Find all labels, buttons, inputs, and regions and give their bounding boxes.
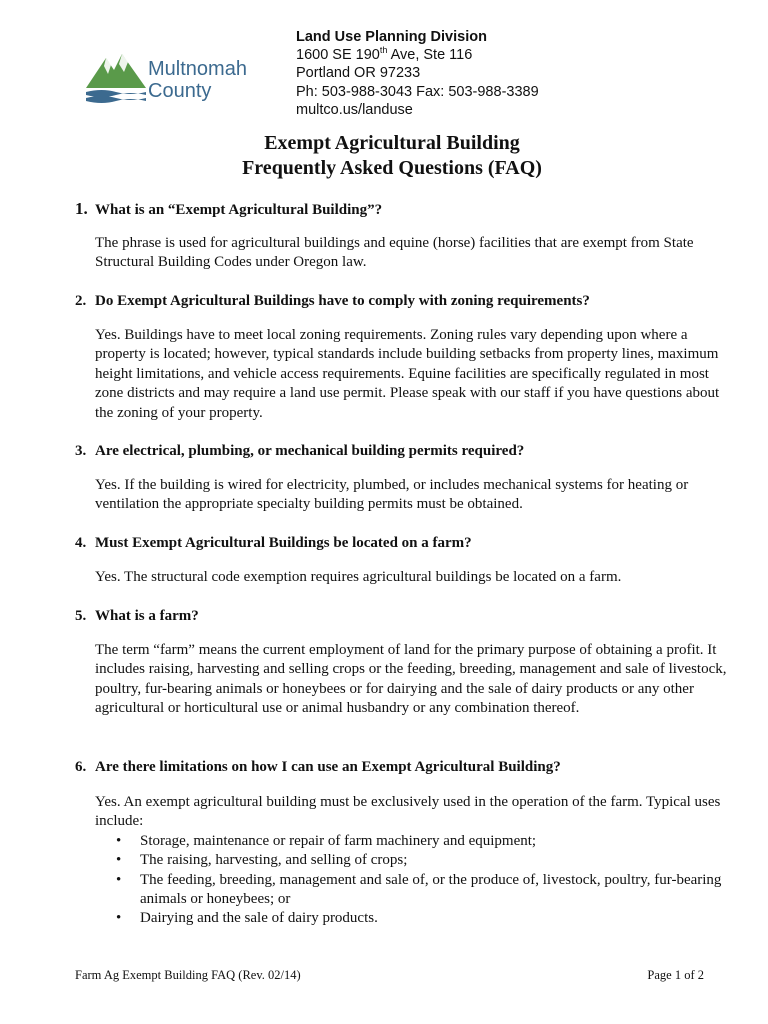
answer-text: The phrase is used for agricultural buildings and equine (horse) facilities that are exempt from State Structural Building Codes under Oregon law. <box>95 235 694 271</box>
logo-wordmark <box>148 58 247 102</box>
list-item <box>95 871 735 910</box>
title-line2: Frequently Asked Questions (FAQ) <box>242 157 542 179</box>
answer-text: Yes. The structural code exemption requires agricultural buildings be located on a farm. <box>95 569 622 585</box>
faq-question-4 <box>75 534 472 553</box>
question-number: 1. <box>75 199 88 218</box>
question-text: What is a farm? <box>95 608 199 624</box>
question-number: 5. <box>75 608 87 624</box>
street-ordinal: th <box>379 45 388 56</box>
bullet-icon: • <box>116 871 122 888</box>
street-number: 1600 SE 190 <box>296 47 380 64</box>
list-item <box>95 909 735 928</box>
logo-name-line1: Multnomah <box>148 58 247 80</box>
mountain-logo-icon <box>84 48 148 104</box>
question-text: Must Exempt Agricultural Buildings be located on a farm? <box>95 535 472 551</box>
answer-text: Yes. If the building is wired for electricity, plumbed, or includes mechanical systems for heating or ventilation the appropriate specialty building permits must be obtained. <box>95 477 689 513</box>
question-number: 4. <box>75 535 87 551</box>
list-item-text: The feeding, breeding, management and sale of, or the produce of, livestock, poultry, fur-bearing animals or honeybees; or <box>140 871 722 908</box>
title-line1: Exempt Agricultural Building <box>264 132 520 154</box>
logo-name-line2: County <box>148 80 212 102</box>
faq-answer-1 <box>95 234 735 273</box>
uses-bullet-list <box>95 832 735 929</box>
answer-text: The term “farm” means the current employment of land for the primary purpose of obtaining a profit. It includes raising, harvesting and selling crops or the feeding, breeding, management and sale of livestock, poultry, fur-bearing animals or honeybees or for dairying and the sale of dairy products or any other agricultural or horticultural use or animal husbandry or any combination thereof. <box>95 642 727 717</box>
list-item <box>95 851 735 870</box>
phone-fax: Ph: 503-988-3043 Fax: 503-988-3389 <box>296 83 539 100</box>
question-text: Are electrical, plumbing, or mechanical building permits required? <box>95 443 525 459</box>
footer-document-id: Farm Ag Exempt Building FAQ (Rev. 02/14) <box>75 968 301 982</box>
website-link[interactable]: multco.us/landuse <box>296 101 413 118</box>
list-item <box>95 832 735 851</box>
faq-question-2 <box>75 292 590 311</box>
division-name: Land Use Planning Division <box>296 29 487 45</box>
question-number: 6. <box>75 759 87 775</box>
faq-answer-6 <box>95 793 735 929</box>
faq-answer-2 <box>95 326 735 423</box>
faq-question-3 <box>75 442 524 461</box>
bullet-icon: • <box>116 832 122 849</box>
question-text: What is an “Exempt Agricultural Building”? <box>95 202 383 218</box>
answer-text: Yes. Buildings have to meet local zoning requirements. Zoning rules vary depending upon where a property is located; however, typical standards include building setbacks from property lines, maximum height limitations, and vehicle access requirements. Equine facilities are specifically regulated in most zone districts and may require a land use permit. Please speak with our staff if you have questions about the zoning of your property. <box>95 327 720 421</box>
bullet-icon: • <box>116 852 122 869</box>
answer-text: Yes. An exempt agricultural building must be exclusively used in the operation of the farm. Typical uses include: <box>95 794 721 830</box>
faq-answer-5 <box>95 641 735 719</box>
document-title <box>0 131 768 181</box>
question-number: 3. <box>75 443 87 459</box>
list-item-text: Dairying and the sale of dairy products. <box>140 910 378 927</box>
faq-answer-4 <box>95 568 735 587</box>
list-item-text: Storage, maintenance or repair of farm machinery and equipment; <box>140 832 537 849</box>
street-address <box>296 46 539 64</box>
footer-page-number: Page 1 of 2 <box>647 968 704 982</box>
list-item-text: The raising, harvesting, and selling of crops; <box>140 852 408 869</box>
street-suffix: Ave, Ste 116 <box>387 47 473 64</box>
faq-question-1 <box>75 199 382 220</box>
bullet-icon: • <box>116 910 122 927</box>
faq-question-5 <box>75 607 199 626</box>
city-address: Portland OR 97233 <box>296 65 421 82</box>
address-block <box>296 28 539 119</box>
faq-question-6 <box>75 758 561 777</box>
faq-answer-3 <box>95 476 735 515</box>
question-number: 2. <box>75 293 87 309</box>
question-text: Are there limitations on how I can use an Exempt Agricultural Building? <box>95 759 561 775</box>
question-text: Do Exempt Agricultural Buildings have to comply with zoning requirements? <box>95 293 590 309</box>
